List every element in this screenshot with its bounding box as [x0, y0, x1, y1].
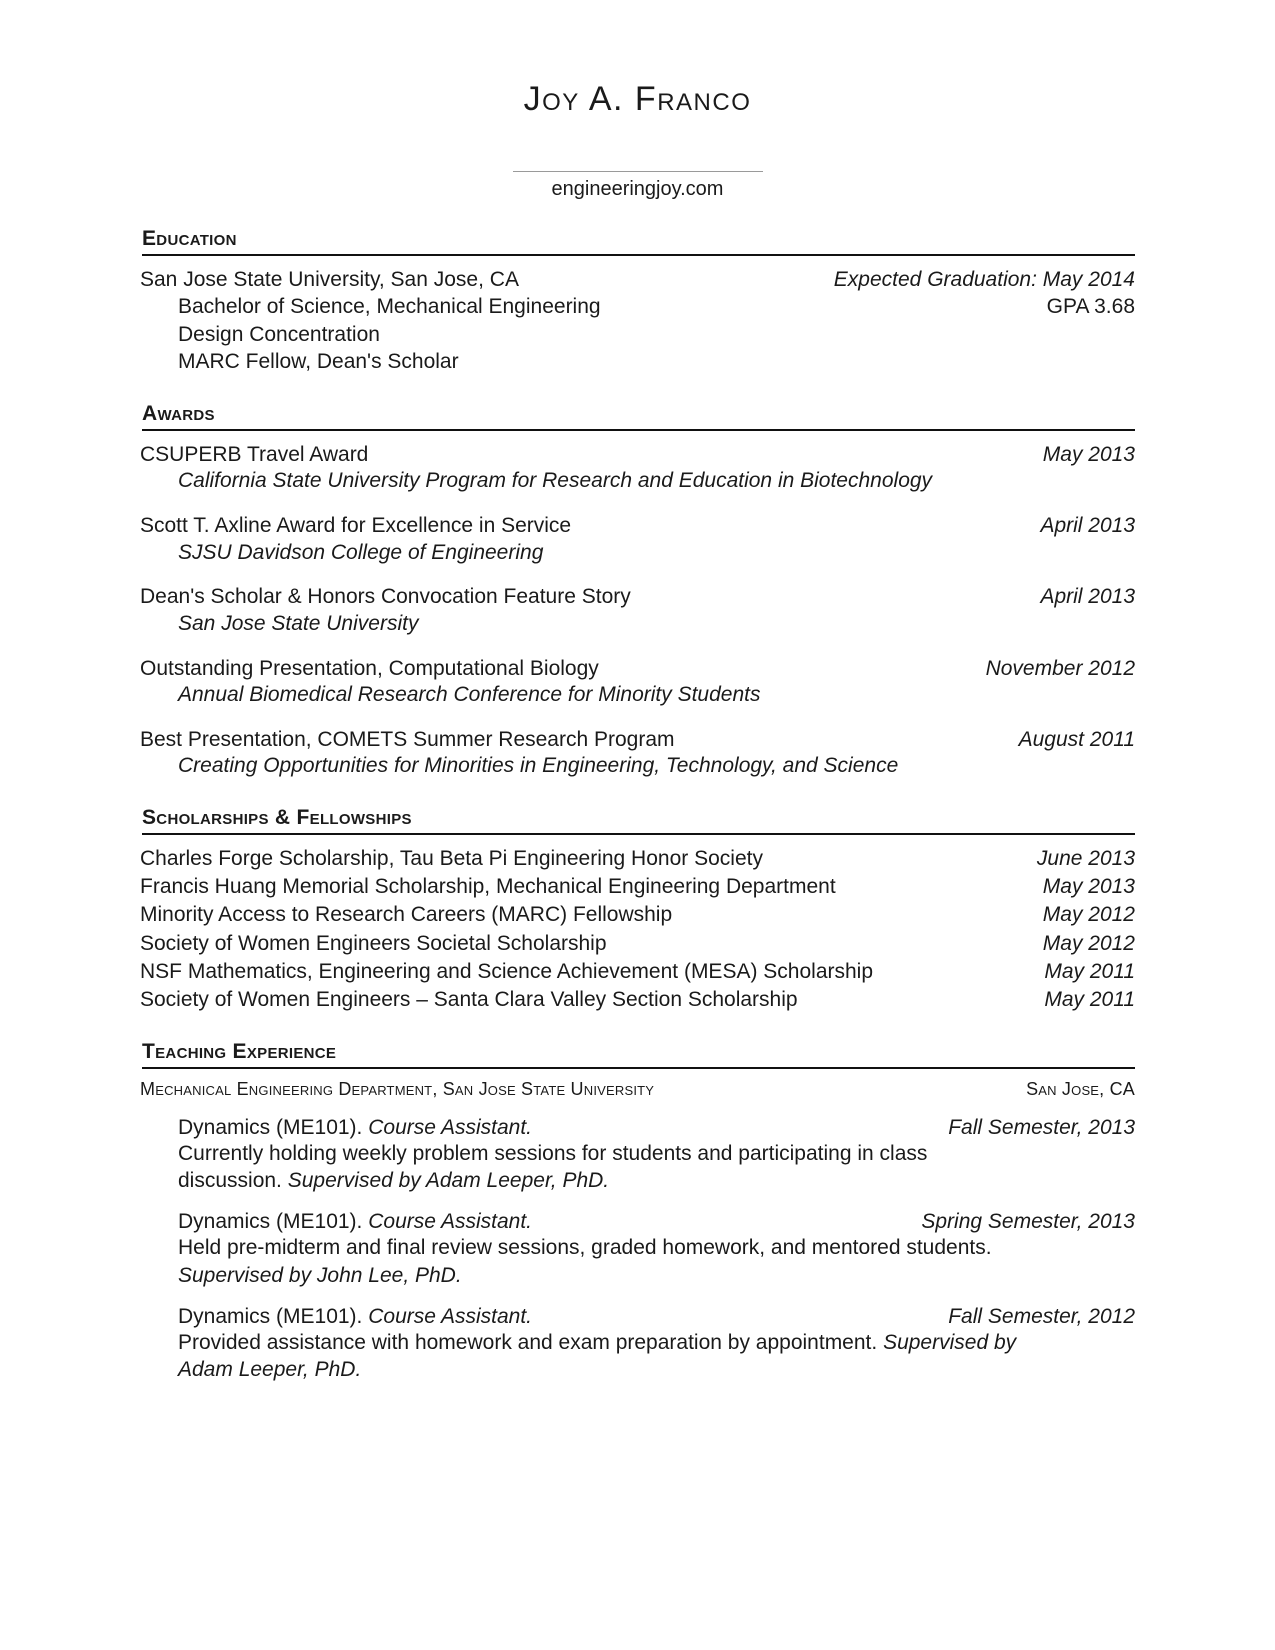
award-header	[140, 441, 1135, 468]
scholarship-name: Society of Women Engineers – Santa Clara Valley Section Scholarship	[140, 988, 798, 1012]
teaching-term: Fall Semester, 2013	[948, 1115, 1135, 1139]
teaching-description	[178, 1140, 1023, 1195]
section-education	[140, 227, 1135, 376]
teaching-role: Course Assistant.	[368, 1304, 533, 1328]
award-item	[140, 726, 1135, 780]
section-title-scholarships: Scholarships & Fellowships	[142, 806, 1135, 835]
scholarship-name: Charles Forge Scholarship, Tau Beta Pi Engineering Honor Society	[140, 846, 763, 870]
education-degree-row	[140, 293, 1135, 320]
teaching-course	[178, 1305, 948, 1329]
scholarship-date: May 2013	[1042, 875, 1135, 899]
award-date: August 2011	[1018, 727, 1135, 751]
award-detail: SJSU Davidson College of Engineering	[178, 540, 544, 564]
teaching-term: Spring Semester, 2013	[921, 1210, 1135, 1234]
award-name: Outstanding Presentation, Computational Biology	[140, 656, 599, 680]
scholarship-row	[140, 845, 1135, 872]
scholarship-row	[140, 873, 1135, 900]
teaching-title-row	[178, 1305, 1135, 1329]
section-title-education: Education	[142, 227, 1135, 256]
teaching-role: Course Assistant.	[368, 1115, 533, 1139]
scholarship-row	[140, 958, 1135, 985]
teaching-title-row	[178, 1210, 1135, 1234]
award-detail: Creating Opportunities for Minorities in Engineering, Technology, and Science	[178, 754, 899, 778]
scholarship-date: May 2012	[1042, 903, 1135, 927]
award-item	[140, 512, 1135, 566]
teaching-course-name: Dynamics (ME101).	[178, 1115, 363, 1139]
education-gpa: GPA 3.68	[1046, 295, 1135, 319]
award-name: Dean's Scholar & Honors Convocation Feature Story	[140, 585, 631, 609]
teaching-course-name: Dynamics (ME101).	[178, 1210, 363, 1234]
resume-header	[140, 80, 1135, 201]
education-body	[140, 256, 1135, 376]
section-scholarships	[140, 806, 1135, 1014]
scholarship-date: May 2012	[1042, 931, 1135, 955]
award-header	[140, 726, 1135, 753]
teaching-desc-text: Provided assistance with homework and exam preparation by appointment.	[178, 1330, 878, 1354]
scholarship-row	[140, 930, 1135, 957]
award-header	[140, 512, 1135, 539]
award-name: Scott T. Axline Award for Excellence in Service	[140, 514, 572, 538]
award-header	[140, 583, 1135, 610]
award-item	[140, 441, 1135, 495]
section-title-awards: Awards	[142, 402, 1135, 431]
award-item	[140, 655, 1135, 709]
education-school-row	[140, 266, 1135, 293]
award-date: April 2013	[1040, 585, 1135, 609]
teaching-item	[140, 1305, 1135, 1384]
contact-block	[140, 171, 1135, 201]
teaching-desc-text: Held pre-midterm and final review sessions, graded homework, and mentored students.	[178, 1236, 992, 1260]
award-detail: San Jose State University	[178, 611, 419, 635]
teaching-description	[178, 1234, 1023, 1289]
teaching-body	[140, 1069, 1135, 1384]
award-item	[140, 583, 1135, 637]
teaching-employer: Mechanical Engineering Department, San Jose State University	[140, 1078, 655, 1099]
teaching-supervisor: Supervised by Adam Leeper, PhD.	[287, 1168, 610, 1192]
teaching-desc-text: Currently holding weekly problem sessions for students and participating in class discussion.	[178, 1141, 928, 1192]
education-concentration: Design Concentration	[178, 322, 380, 346]
award-header	[140, 655, 1135, 682]
teaching-course	[178, 1116, 948, 1140]
award-date: November 2012	[985, 656, 1135, 680]
teaching-employer-row	[140, 1079, 1135, 1100]
section-teaching	[140, 1040, 1135, 1384]
scholarships-body	[140, 835, 1135, 1014]
scholarship-row	[140, 986, 1135, 1013]
teaching-term: Fall Semester, 2012	[948, 1304, 1135, 1328]
scholarship-date: May 2011	[1044, 960, 1135, 984]
award-date: April 2013	[1040, 514, 1135, 538]
scholarship-name: NSF Mathematics, Engineering and Science Achievement (MESA) Scholarship	[140, 960, 874, 984]
candidate-name: Joy A. Franco	[523, 80, 752, 118]
awards-body	[140, 431, 1135, 780]
scholarship-row	[140, 901, 1135, 928]
teaching-role: Course Assistant.	[368, 1210, 533, 1234]
teaching-item	[140, 1210, 1135, 1289]
scholarship-date: June 2013	[1036, 846, 1135, 870]
teaching-course-name: Dynamics (ME101).	[178, 1304, 363, 1328]
scholarship-name: Minority Access to Research Careers (MARC) Fellowship	[140, 903, 673, 927]
teaching-course	[178, 1210, 921, 1234]
website-link[interactable]: engineeringjoy.com	[551, 178, 724, 200]
scholarship-date: May 2011	[1044, 988, 1135, 1012]
teaching-description	[178, 1329, 1023, 1384]
award-name: Best Presentation, COMETS Summer Research Program	[140, 727, 675, 751]
education-school: San Jose State University, San Jose, CA	[140, 268, 519, 291]
education-honors: MARC Fellow, Dean's Scholar	[178, 350, 459, 374]
scholarship-name: Francis Huang Memorial Scholarship, Mechanical Engineering Department	[140, 875, 836, 899]
award-detail: California State University Program for Research and Education in Biotechnology	[178, 469, 933, 493]
teaching-supervisor: Supervised by John Lee, PhD.	[178, 1263, 462, 1287]
education-degree: Bachelor of Science, Mechanical Engineering	[178, 295, 601, 319]
teaching-item	[140, 1116, 1135, 1195]
scholarship-name: Society of Women Engineers Societal Scholarship	[140, 931, 607, 955]
education-graduation: Expected Graduation: May 2014	[833, 268, 1135, 291]
section-title-teaching: Teaching Experience	[142, 1040, 1135, 1069]
award-detail: Annual Biomedical Research Conference for Minority Students	[178, 682, 761, 706]
award-name: CSUPERB Travel Award	[140, 443, 369, 467]
teaching-supervisor: Supervised by Adam Leeper, PhD.	[178, 1330, 1017, 1382]
contact-divider	[513, 171, 763, 172]
teaching-title-row	[178, 1116, 1135, 1140]
section-awards	[140, 402, 1135, 780]
teaching-location: San Jose, CA	[1026, 1078, 1135, 1099]
award-date: May 2013	[1042, 443, 1135, 467]
